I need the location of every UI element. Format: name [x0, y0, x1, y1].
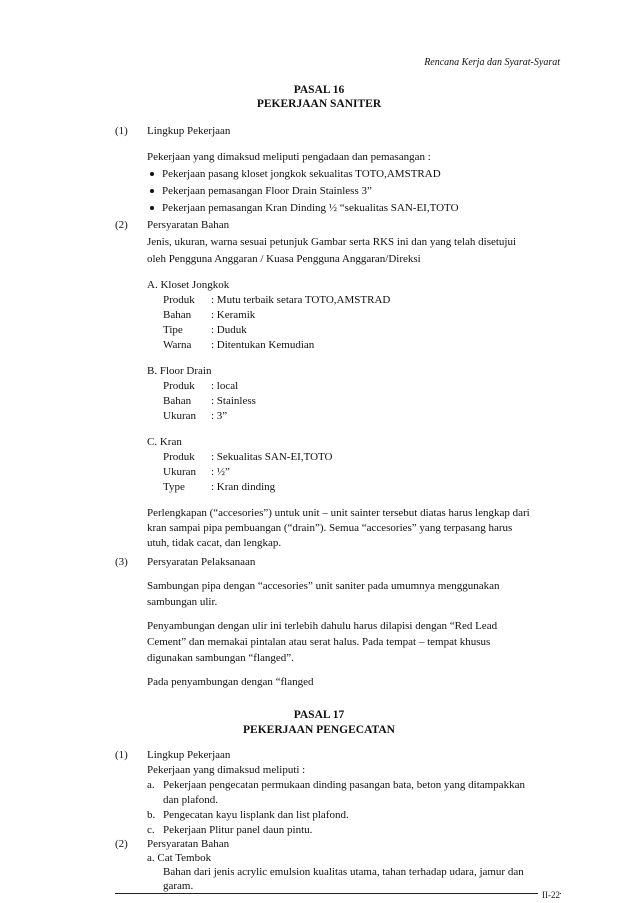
spec-key: Warna: [163, 339, 192, 351]
paragraph-line: Penyambungan dengan ulir ini terlebih dahulu harus dilapisi dengan “Red Lead: [147, 620, 498, 632]
spec-value: : Duduk: [211, 324, 247, 336]
spec-row: [163, 339, 314, 352]
pasal-16-title: PEKERJAAN SANITER: [256, 98, 382, 110]
section-heading: Persyaratan Bahan: [147, 219, 230, 231]
paragraph-line: sambungan ulir.: [147, 596, 218, 608]
spec-value: : Ditentukan Kemudian: [211, 339, 315, 351]
pasal-17-number: PASAL 17: [293, 709, 345, 721]
paragraph-line: Sambungan pipa dengan “accesories” unit saniter pada umumnya menggunakan: [147, 580, 500, 592]
item-title: C. Kran: [147, 436, 182, 448]
spec-row: [163, 380, 238, 393]
spec-value: : Sekualitas SAN-EI,TOTO: [211, 451, 333, 463]
spec-value: : Mutu terbaik setara TOTO,AMSTRAD: [211, 294, 391, 306]
section-number: (2): [115, 838, 128, 850]
page-number: II-22: [538, 890, 560, 901]
item-title: B. Floor Drain: [147, 365, 212, 377]
spec-key: Produk: [163, 451, 195, 463]
paragraph-line: Pekerjaan yang dimaksud meliputi :: [147, 764, 306, 776]
spec-key: Type: [163, 481, 185, 493]
spec-row: [163, 309, 255, 322]
bullet-icon: [150, 172, 154, 176]
item-title: A. Kloset Jongkok: [147, 279, 230, 291]
spec-row: [163, 294, 390, 307]
section-heading: Lingkup Pekerjaan: [147, 125, 231, 137]
section-number: (2): [115, 219, 128, 231]
paragraph-line: garam.: [163, 880, 194, 892]
bullet-item: Pekerjaan pemasangan Kran Dinding ½ “sekualitas SAN-EI,TOTO: [162, 202, 459, 214]
pasal-17-title: PEKERJAAN PENGECATAN: [243, 724, 395, 736]
spec-value: : local: [211, 380, 239, 392]
spec-value: : Keramik: [211, 309, 256, 321]
list-item: Pekerjaan pengecatan permukaan dinding pasangan bata, beton yang ditampakkan: [163, 779, 525, 791]
spec-value: : 3”: [211, 410, 228, 422]
section-number: (3): [115, 556, 128, 568]
spec-row: [163, 410, 227, 423]
paragraph-line: Perlengkapan (“accesories”) untuk unit – unit sainter tersebut diatas harus lengkap dari: [147, 507, 530, 519]
spec-key: Bahan: [163, 309, 192, 321]
spec-row: [163, 324, 247, 337]
bullet-icon: [150, 206, 154, 210]
spec-value: : Kran dinding: [211, 481, 276, 493]
spec-row: [163, 466, 230, 479]
list-marker: b.: [147, 809, 156, 821]
spec-value: : Stainless: [211, 395, 256, 407]
section-number: (1): [115, 125, 128, 137]
spec-key: Produk: [163, 294, 195, 306]
spec-row: [163, 481, 275, 494]
list-marker: c.: [147, 824, 155, 836]
pasal-16-number: PASAL 16: [293, 84, 345, 96]
spec-value: : ½”: [211, 466, 230, 478]
spec-key: Ukuran: [163, 410, 196, 422]
spec-row: [163, 451, 333, 464]
paragraph-line: Jenis, ukuran, warna sesuai petunjuk Gambar serta RKS ini dan yang telah disetujui: [147, 236, 517, 248]
paragraph-line: digunakan sambungan “flanged”.: [147, 652, 294, 664]
spec-key: Tipe: [163, 324, 183, 336]
section-heading: Persyaratan Bahan: [147, 838, 230, 850]
paragraph-line: Bahan dari jenis acrylic emulsion kualitas utama, tahan terhadap udara, jamur dan: [163, 866, 524, 878]
bullet-item: Pekerjaan pasang kloset jongkok sekualitas TOTO,AMSTRAD: [162, 168, 441, 180]
bullet-item: Pekerjaan pemasangan Floor Drain Stainless 3”: [162, 185, 372, 197]
paragraph-line: Pada penyambungan dengan “flanged: [147, 676, 314, 688]
paragraph-line: Pekerjaan yang dimaksud meliputi pengadaan dan pemasangan :: [147, 151, 431, 163]
spec-key: Bahan: [163, 395, 192, 407]
list-item: Pengecatan kayu lisplank dan list plafond.: [163, 809, 349, 821]
paragraph-line: kran sampai pipa pembuangan (“drain”). Semua “accesories” yang terpasang harus: [147, 522, 513, 534]
spec-key: Ukuran: [163, 466, 196, 478]
spec-key: Produk: [163, 380, 195, 392]
footer-divider: [115, 893, 561, 894]
section-heading: Lingkup Pekerjaan: [147, 749, 231, 761]
item-title: a. Cat Tembok: [147, 852, 212, 864]
list-item: Pekerjaan Plitur panel daun pintu.: [163, 824, 313, 836]
list-item: dan plafond.: [163, 794, 218, 806]
paragraph-line: oleh Pengguna Anggaran / Kuasa Pengguna Anggaran/Direksi: [147, 253, 421, 265]
paragraph-line: Cement” dan memakai pintalan atau serat halus. Pada tempat – tempat khusus: [147, 636, 491, 648]
section-number: (1): [115, 749, 128, 761]
bullet-icon: [150, 189, 154, 193]
list-marker: a.: [147, 779, 155, 791]
paragraph-line: utuh, tidak cacat, dan lengkap.: [147, 537, 282, 549]
spec-row: [163, 395, 256, 408]
section-heading: Persyaratan Pelaksanaan: [147, 556, 256, 568]
running-header: Rencana Kerja dan Syarat-Syarat: [424, 57, 560, 68]
